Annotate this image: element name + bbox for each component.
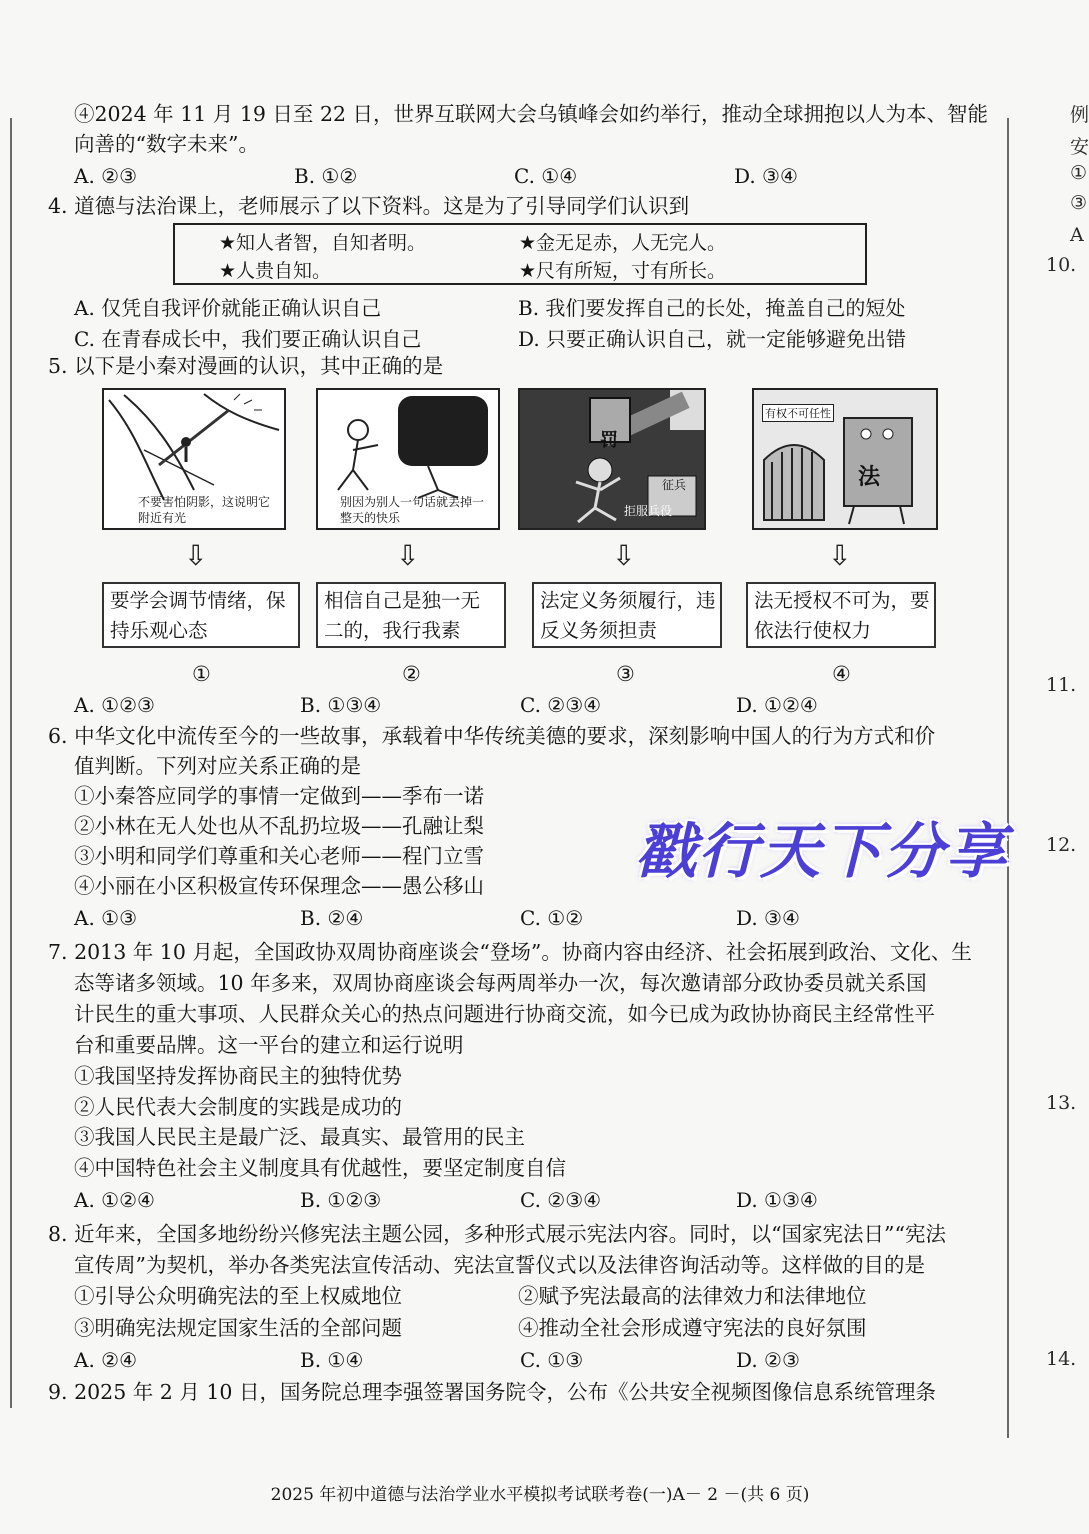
q7-option-d: D. ①③④ [736, 1188, 818, 1212]
hammer-punishment-drawing [520, 390, 704, 528]
q8-option-c: C. ①③ [520, 1348, 584, 1372]
q4-option-a: A. 仅凭自我评价就能正确认识自己 [74, 296, 382, 320]
q6-item-1: ①小秦答应同学的事情一定做到——季布一诺 [74, 784, 484, 808]
q7-item-3: ③我国人民民主是最广泛、最真实、最管用的民主 [74, 1125, 525, 1149]
edge-fragment: 12. [1046, 834, 1077, 856]
q3-option-a: A. ②③ [74, 164, 138, 188]
q7-option-b: B. ①②③ [300, 1188, 382, 1212]
q5-box-1 [102, 582, 300, 648]
cartoon-4-label-law: 法 [858, 465, 881, 490]
q3-option-d: D. ③④ [734, 164, 798, 188]
q5-number-1: ① [192, 662, 211, 686]
q5-number-4: ④ [832, 662, 851, 686]
page-footer: 2025 年初中道德与法治学业水平模拟考试联考卷(一)A－ 2 －(共 6 页) [270, 1485, 810, 1505]
edge-fragment: 13. [1046, 1092, 1077, 1114]
q5-number-3: ③ [616, 662, 635, 686]
cartoon-3-label-fine: 罚 [600, 430, 618, 451]
q5-option-c: C. ②③④ [520, 693, 602, 717]
q5-box-3 [532, 582, 722, 648]
q5-stem: 5. 以下是小秦对漫画的认识，其中正确的是 [48, 354, 444, 378]
q9-stem-line1: 9. 2025 年 2 月 10 日，国务院总理李强签署国务院令，公布《公共安全视频图像信息系统管理条 [48, 1380, 936, 1404]
q8-item-1: ①引导公众明确宪法的至上权威地位 [74, 1284, 402, 1308]
cartoon-dont-lose-joy [316, 388, 500, 530]
q7-option-a: A. ①②④ [74, 1188, 155, 1212]
q6-item-4: ④小丽在小区积极宣传环保理念——愚公移山 [74, 874, 484, 898]
q6-option-b: B. ②④ [300, 906, 364, 930]
q5-box-2-line2: 二的，我行我素 [324, 619, 461, 642]
right-margin-line [1007, 118, 1009, 1438]
q5-option-b: B. ①③④ [300, 693, 382, 717]
q8-item-3: ③明确宪法规定国家生活的全部问题 [74, 1316, 402, 1340]
down-arrow-icon: ⇩ [828, 539, 852, 572]
q6-option-c: C. ①② [520, 906, 584, 930]
q7-item-2: ②人民代表大会制度的实践是成功的 [74, 1095, 402, 1119]
q5-box-4 [746, 582, 936, 648]
q5-box-1-line1: 要学会调节情绪，保 [110, 589, 286, 612]
q4-option-d: D. 只要正确认识自己，就一定能够避免出错 [518, 327, 907, 351]
q5-box-4-line2: 依法行使权力 [754, 619, 872, 642]
q3-option-b: B. ①② [294, 164, 358, 188]
edge-fragment: 14. [1046, 1348, 1077, 1370]
cartoon-4-label-power: 有权不可任性 [762, 404, 834, 422]
q7-stem-line4: 台和重要品牌。这一平台的建立和运行说明 [74, 1033, 464, 1057]
q3-item-4-line1: ④2024 年 11 月 19 日至 22 日，世界互联网大会乌镇峰会如约举行，推动全球拥抱以人为本、智能 [74, 102, 989, 126]
q8-option-b: B. ①④ [300, 1348, 364, 1372]
q7-option-c: C. ②③④ [520, 1188, 602, 1212]
q5-box-3-line2: 反义务须担责 [540, 619, 658, 642]
q6-option-d: D. ③④ [736, 906, 800, 930]
cartoon-2-caption: 别因为别人一句话就丢掉一整天的快乐 [340, 495, 485, 525]
q5-option-a: A. ①②③ [74, 693, 155, 717]
q4-option-b: B. 我们要发挥自己的长处，掩盖自己的短处 [518, 296, 906, 320]
q5-option-d: D. ①②④ [736, 693, 818, 717]
watermark: 戳行天下分享 [636, 817, 1008, 887]
q5-number-2: ② [402, 662, 421, 686]
q5-box-1-line2: 持乐观心态 [110, 619, 208, 642]
q5-box-2 [316, 582, 506, 648]
q7-item-4: ④中国特色社会主义制度具有优越性，要坚定制度自信 [74, 1156, 566, 1180]
cartoon-military-service [518, 388, 706, 530]
edge-fragment: A [1070, 224, 1084, 246]
q8-item-2: ②赋予宪法最高的法律效力和法律地位 [518, 1284, 867, 1308]
q5-box-2-line1: 相信自己是独一无 [324, 589, 481, 612]
q8-stem-line2: 宣传周”为契机，举办各类宪法宣传活动、宪法宣誓仪式以及法律咨询活动等。这样做的目的是 [74, 1253, 925, 1277]
edge-fragment: 10. [1046, 254, 1077, 276]
cartoon-3-label-refuse: 拒服兵役 [624, 504, 673, 518]
cartoon-3-label-conscription: 征兵 [662, 478, 687, 492]
down-arrow-icon: ⇩ [612, 539, 636, 572]
q3-option-c: C. ①④ [514, 164, 578, 188]
q7-stem-line1: 7. 2013 年 10 月起，全国政协双周协商座谈会“登场”。协商内容由经济、社会拓展到政治、文化、生 [48, 940, 972, 964]
edge-fragment: ③ [1070, 192, 1088, 214]
q8-item-4: ④推动全社会形成遵守宪法的良好氛围 [518, 1316, 867, 1340]
q6-item-3: ③小明和同学们尊重和关心老师——程门立雪 [74, 844, 484, 868]
cartoon-shadow-light [102, 388, 286, 530]
q6-item-2: ②小林在无人处也从不乱扔垃圾——孔融让梨 [74, 814, 484, 838]
edge-fragment: ① [1070, 162, 1088, 184]
q8-option-d: D. ②③ [736, 1348, 800, 1372]
q4-quote-3: ★人贵自知。 [219, 260, 332, 282]
q6-stem-line1: 6. 中华文化中流传至今的一些故事，承载着中华传统美德的要求，深刻影响中国人的行为方式和价 [48, 724, 936, 748]
q4-quote-4: ★尺有所短，寸有所长。 [519, 260, 727, 282]
q8-option-a: A. ②④ [74, 1348, 138, 1372]
cartoon-power-law [752, 388, 938, 530]
down-arrow-icon: ⇩ [184, 539, 208, 572]
q5-box-3-line1: 法定义务须履行，违 [540, 589, 716, 612]
q8-stem-line1: 8. 近年来，全国多地纷纷兴修宪法主题公园，多种形式展示宪法内容。同时，以“国家宪法日”“宪法 [48, 1222, 947, 1246]
q4-quote-2: ★金无足赤，人无完人。 [519, 232, 727, 254]
q6-stem-line2: 值判断。下列对应关系正确的是 [74, 754, 361, 778]
edge-fragment: 安 [1070, 136, 1089, 158]
q7-stem-line2: 态等诸多领域。10 年多来，双周协商座谈会每两周举办一次，每次邀请部分政协委员就关系国 [74, 971, 927, 995]
q3-item-4-line2: 向善的“数字未来”。 [74, 132, 259, 156]
q4-stem: 4. 道德与法治课上，老师展示了以下资料。这是为了引导同学们认识到 [48, 194, 690, 218]
cartoon-1-caption: 不要害怕阴影，这说明它附近有光 [138, 495, 271, 525]
left-margin-line [10, 118, 12, 1408]
q7-stem-line3: 计民生的重大事项、人民群众关心的热点问题进行协商交流，如今已成为政协协商民主经常性平 [74, 1002, 935, 1026]
q7-item-1: ①我国坚持发挥协商民主的独特优势 [74, 1064, 402, 1088]
q6-option-a: A. ①③ [74, 906, 138, 930]
q4-option-c: C. 在青春成长中，我们要正确认识自己 [74, 327, 422, 351]
q4-quote-box [173, 223, 867, 285]
q5-box-4-line1: 法无授权不可为，要 [754, 589, 930, 612]
edge-fragment: 例 [1070, 104, 1089, 126]
down-arrow-icon: ⇩ [396, 539, 420, 572]
edge-fragment: 11. [1046, 674, 1077, 696]
q4-quote-1: ★知人者智，自知者明。 [219, 232, 427, 254]
